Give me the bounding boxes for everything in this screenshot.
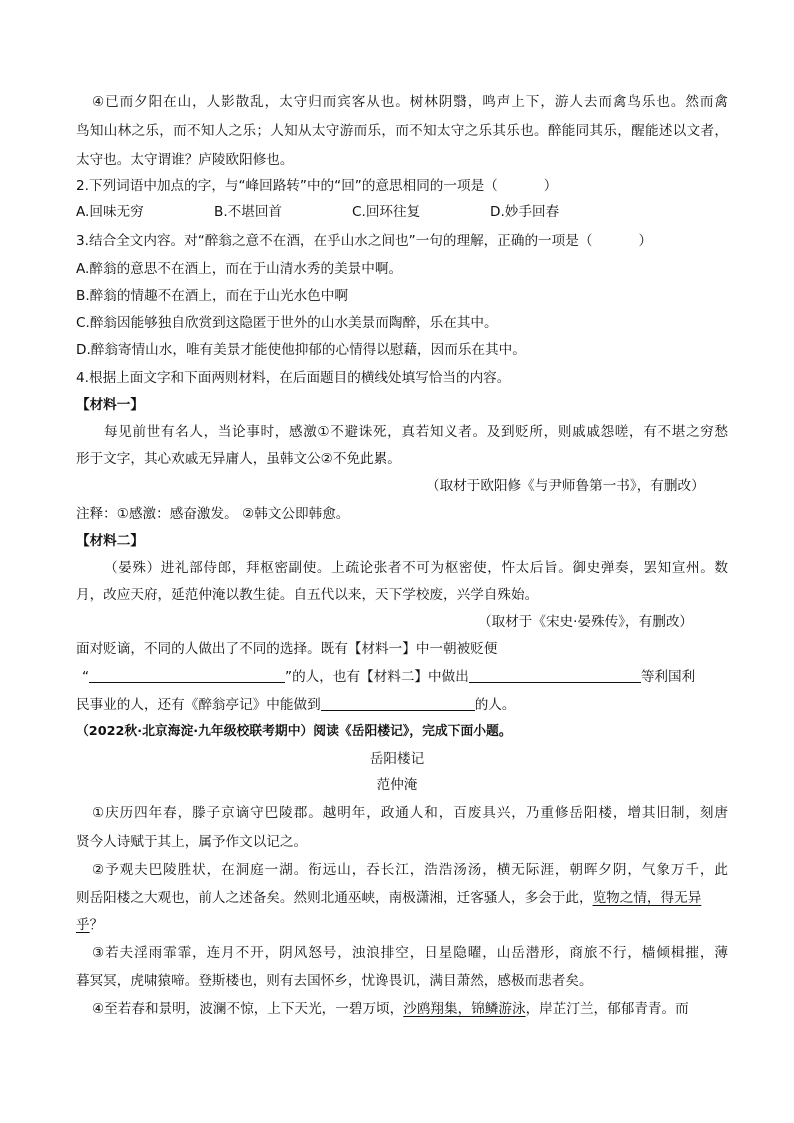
fill-line-3-end: 的人。 [474, 697, 516, 713]
fill-blank-3[interactable] [321, 694, 475, 711]
material-2-line1: （晏殊）进礼部侍郎，拜枢密副使。上疏论张者不可为枢密使，忤太后旨。御史弹奏，罢知宣州。数 [104, 560, 728, 576]
material-2-source: （取材于《宋史·晏殊传》，有删改） [478, 614, 694, 630]
question-3-stem [76, 228, 652, 254]
question-2-stem [76, 173, 557, 199]
question-2-option-a: A.回味无穷 [76, 204, 144, 220]
fill-line-3-text: 民事业的人，还有《醉翁亭记》中能做到 [76, 697, 321, 713]
essay-author: 范仲淹 [376, 777, 418, 793]
fill-line-2-open-quote: “ [82, 669, 90, 685]
para4-line1: ④已而夕阳在山，人影散乱，太守归而宾客从也。树林阴翳，鸣声上下，游人去而禽鸟乐也。然而禽 [92, 94, 728, 110]
question-3-option-c: C.醉翁因能够独自欣赏到这隐匿于世外的山水美景而陶醉，乐在其中。 [76, 315, 498, 331]
question-2-paren-close: ） [543, 178, 558, 194]
essay-p2-line1: ②予观夫巴陵胜状，在洞庭一湖。衔远山，吞长江，浩浩汤汤，横无际涯，朝晖夕阴，气象万千，此 [92, 862, 728, 878]
essay-p4-line1-text: ④至若春和景明，波澜不惊，上下天光，一碧万顷， [92, 1001, 404, 1017]
fill-blank-2[interactable] [469, 666, 641, 683]
essay-p3-line1: ③若夫淫雨霏霏，连月不开，阴风怒号，浊浪排空，日星隐曜，山岳潜形，商旅不行，樯倾楫摧，薄 [92, 945, 728, 961]
question-4-stem: 4.根据上面文字和下面两则材料，在后面题目的横线处填写恰当的内容。 [76, 370, 511, 386]
notes: 注释：①感激：感奋激发。 ②韩文公即韩愈。 [76, 506, 350, 522]
question-3-option-a: A.醉翁的意思不在酒上，而在于山清水秀的美景中啊。 [76, 261, 403, 277]
essay-p2-line2-text: 则岳阳楼之大观也，前人之述备矣。然则北通巫峡，南极潇湘，迁客骚人，多会于此， [76, 890, 593, 906]
essay-p4-line1 [92, 996, 689, 1022]
question-3-paren-close: ） [638, 233, 653, 249]
question-2-option-d: D.妙手回春 [490, 204, 560, 220]
fill-line-2-middle: ”的人，也有【材料二】中做出 [285, 669, 469, 685]
question-2-option-c: C.回环往复 [352, 204, 421, 220]
essay-p3-line2: 暮冥冥，虎啸猿啼。登斯楼也，则有去国怀乡，忧谗畏讥，满目萧然，感极而悲者矣。 [76, 973, 593, 989]
question-2-stem-text: 2.下列词语中加点的字，与“峰回路转”中的“回”的意思相同的一项是（ [76, 178, 498, 194]
fill-line-2 [82, 664, 695, 690]
material-1-line1: 每见前世有名人，当论事时，感激①不避诛死，真若知义者。及到贬所，则戚戚怨嗟，有不堪之穷愁 [104, 424, 728, 440]
para4-line2: 鸟知山林之乐，而不知人之乐；人知从太守游而乐，而不知太守之乐其乐也。醉能同其乐，醒能述以文者， [76, 123, 728, 139]
question-mark: ？ [89, 917, 104, 933]
underlined-phrase-end: 乎 [76, 917, 90, 933]
material-2-line2: 月，改应天府，延范仲淹以教生徒。自五代以来，天下学校废，兴学自殊始。 [76, 587, 539, 603]
essay-p2-line3 [76, 912, 103, 938]
material-1-source: （取材于欧阳修《与尹师鲁第一书》，有删改） [426, 478, 705, 494]
material-2-title: 【材料二】 [76, 533, 144, 549]
essay-p2-line2 [76, 885, 701, 911]
essay-p4-line1-end: ，岸芷汀兰，郁郁青青。而 [525, 1001, 689, 1017]
fill-line-1: 面对贬谪，不同的人做出了不同的选择。既有【材料一】中一朝被贬便 [76, 641, 498, 657]
material-1-line2: 形于文字，其心欢戚无异庸人，虽韩文公②不免此累。 [76, 451, 401, 467]
underlined-phrase: 览物之情，得无异 [592, 890, 702, 906]
question-3-option-b: B.醉翁的情趣不在酒上，而在于山光水色中啊 [76, 288, 348, 304]
essay-p1-line2: 贤今人诗赋于其上，属予作文以记之。 [76, 834, 308, 850]
fill-blank-1[interactable] [89, 666, 285, 683]
question-3-option-d: D.醉翁寄情山水，唯有美景才能使他抑郁的心情得以慰藉，因而乐在其中。 [76, 342, 526, 358]
underlined-phrase-2: 沙鸥翔集，锦鳞游泳 [403, 1001, 526, 1017]
material-1-title: 【材料一】 [76, 397, 144, 413]
essay-p1-line1: ①庆历四年春，滕子京谪守巴陵郡。越明年，政通人和，百废具兴，乃重修岳阳楼，增其旧制，刻唐 [92, 805, 728, 821]
question-2-option-b: B.不堪回首 [214, 204, 283, 220]
section-2-header: （2022秋·北京海淀·九年级校联考期中）阅读《岳阳楼记》，完成下面小题。 [76, 724, 512, 739]
question-3-stem-text: 3.结合全文内容。对“醉翁之意不在酒，在乎山水之间也”一句的理解，正确的一项是（ [76, 233, 593, 249]
para4-line3: 太守也。太守谓谁？庐陵欧阳修也。 [76, 152, 294, 168]
fill-line-2-end: 等利国利 [640, 669, 696, 685]
essay-title: 岳阳楼记 [369, 751, 425, 767]
fill-line-3 [76, 692, 515, 718]
